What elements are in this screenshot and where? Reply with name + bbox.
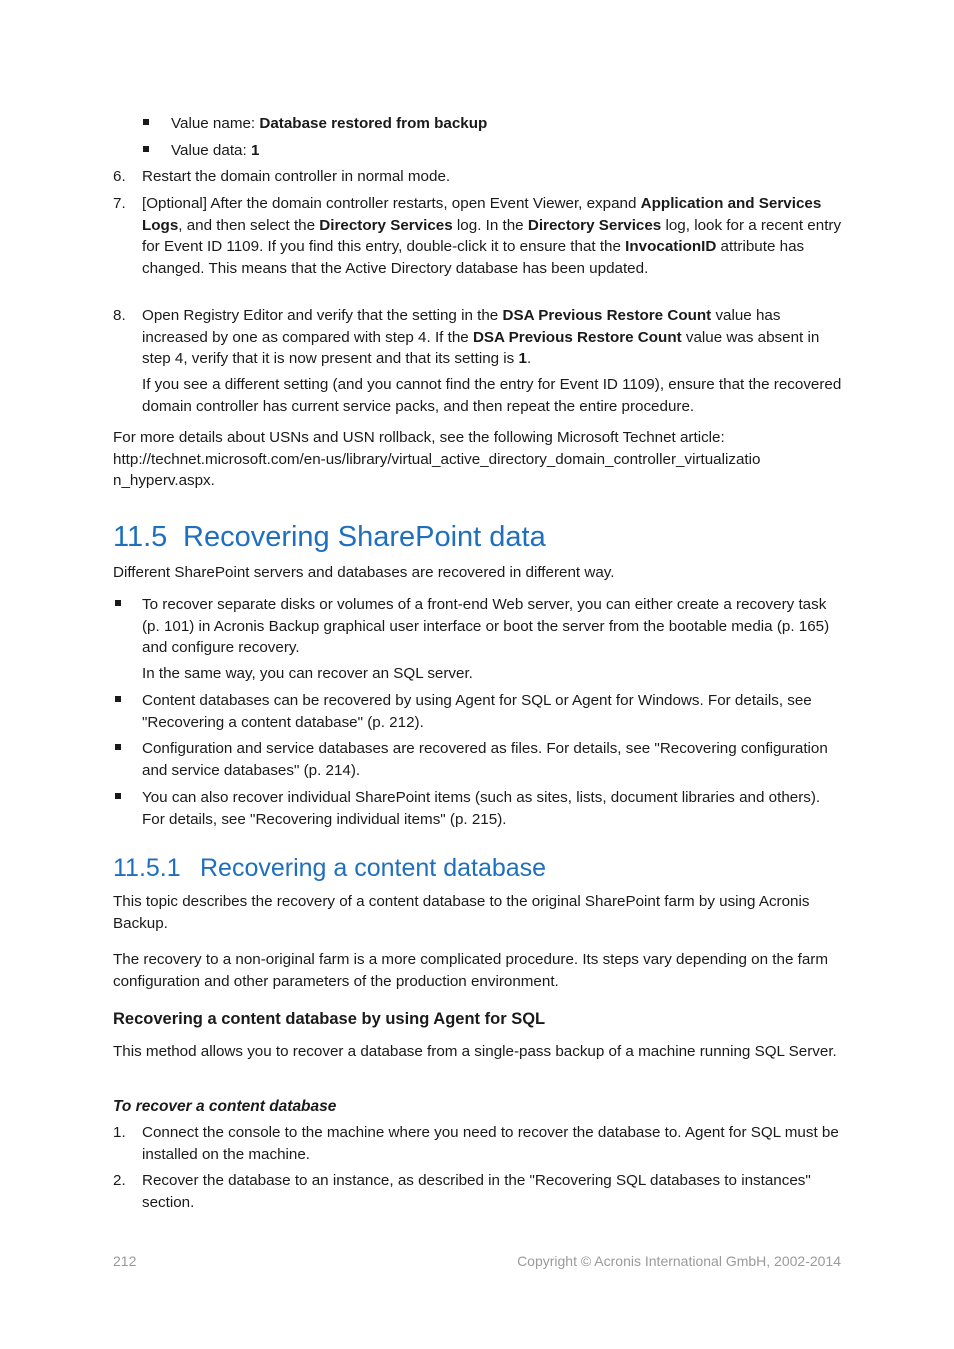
list-item: Configuration and service databases are recovered as files. For details, see "Recovering configuration and service databases" (p. 214). [142,740,828,779]
paragraph: This method allows you to recover a database from a single-pass backup of a machine running SQL Server. [113,1043,837,1060]
list-item: Content databases can be recovered by using Agent for SQL or Agent for Windows. For details, see "Recovering a content database" (p. 212). [142,692,812,731]
subsection-heading: 11.5.1 Recovering a content database [113,854,547,882]
paragraph: The recovery to a non-original farm is a more complicated procedure. Its steps vary depending on the farm configuration and other parameters of the production environment. [113,951,829,990]
subheading: Recovering a content database by using Agent for SQL [113,1010,546,1028]
bullet-marker [143,119,149,125]
step-number: 6. [113,168,126,185]
list-item-note: In the same way, you can recover an SQL server. [142,665,473,682]
step-text: Recover the database to an instance, as described in the "Recovering SQL databases to instances" section. [142,1172,811,1211]
list-item: Value name: Database restored from backup [171,115,488,132]
url-line: http://technet.microsoft.com/en-us/library/virtual_active_directory_domain_controller_virtualizatio [113,451,761,468]
bullet-marker [115,696,121,702]
section-heading: 11.5 Recovering SharePoint data [113,521,546,553]
list-item: Value data: 1 [171,142,260,159]
list-item: You can also recover individual SharePoint items (such as sites, lists, document libraries and others). For details, see "Recovering individual items" (p. 215). [142,789,821,828]
step-number: 2. [113,1172,126,1189]
step-note: If you see a different setting (and you cannot find the entry for Event ID 1109), ensure that the recovered domain controller has current service packs, and then repeat the entire procedure. [142,376,842,415]
step-text: Restart the domain controller in normal mode. [142,168,451,185]
paragraph: This topic describes the recovery of a content database to the original SharePoint farm by using Acronis Backup. [113,893,810,932]
step-text: Open Registry Editor and verify that the setting in the DSA Previous Restore Count value has increased by one as compared with step 4. If the DSA Previous Restore Count value was absent in step 4, verify that it is now present and that its setting is 1. [142,307,820,368]
copyright: Copyright © Acronis International GmbH, 2002-2014 [517,1253,841,1269]
bullet-marker [115,744,121,750]
paragraph: Different SharePoint servers and databases are recovered in different way. [113,564,615,581]
bullet-marker [115,793,121,799]
step-number: 1. [113,1124,126,1141]
list-item: To recover separate disks or volumes of a front-end Web server, you can either create a recovery task (p. 101) in Acronis Backup graphical user interface or boot the server from the bootable media (p. 165) and configure recovery. [142,596,830,657]
page-number: 212 [113,1253,137,1269]
step-number: 7. [113,195,126,212]
bullet-marker [115,600,121,606]
url-line: n_hyperv.aspx. [113,472,215,489]
paragraph: For more details about USNs and USN rollback, see the following Microsoft Technet article: [113,429,725,446]
procedure-heading: To recover a content database [113,1098,337,1115]
step-text: [Optional] After the domain controller restarts, open Event Viewer, expand Application and Services Logs, and then select the Directory Services log. In the Directory Services log, look for a recent entry for Event ID 1109. If you find this entry, double-click it to ensure that the InvocationID attribute has changed. This means that the Active Directory database has been updated. [142,195,842,277]
step-number: 8. [113,307,126,324]
step-text: Connect the console to the machine where you need to recover the database to. Agent for SQL must be installed on the machine. [142,1124,839,1163]
bullet-marker [143,146,149,152]
